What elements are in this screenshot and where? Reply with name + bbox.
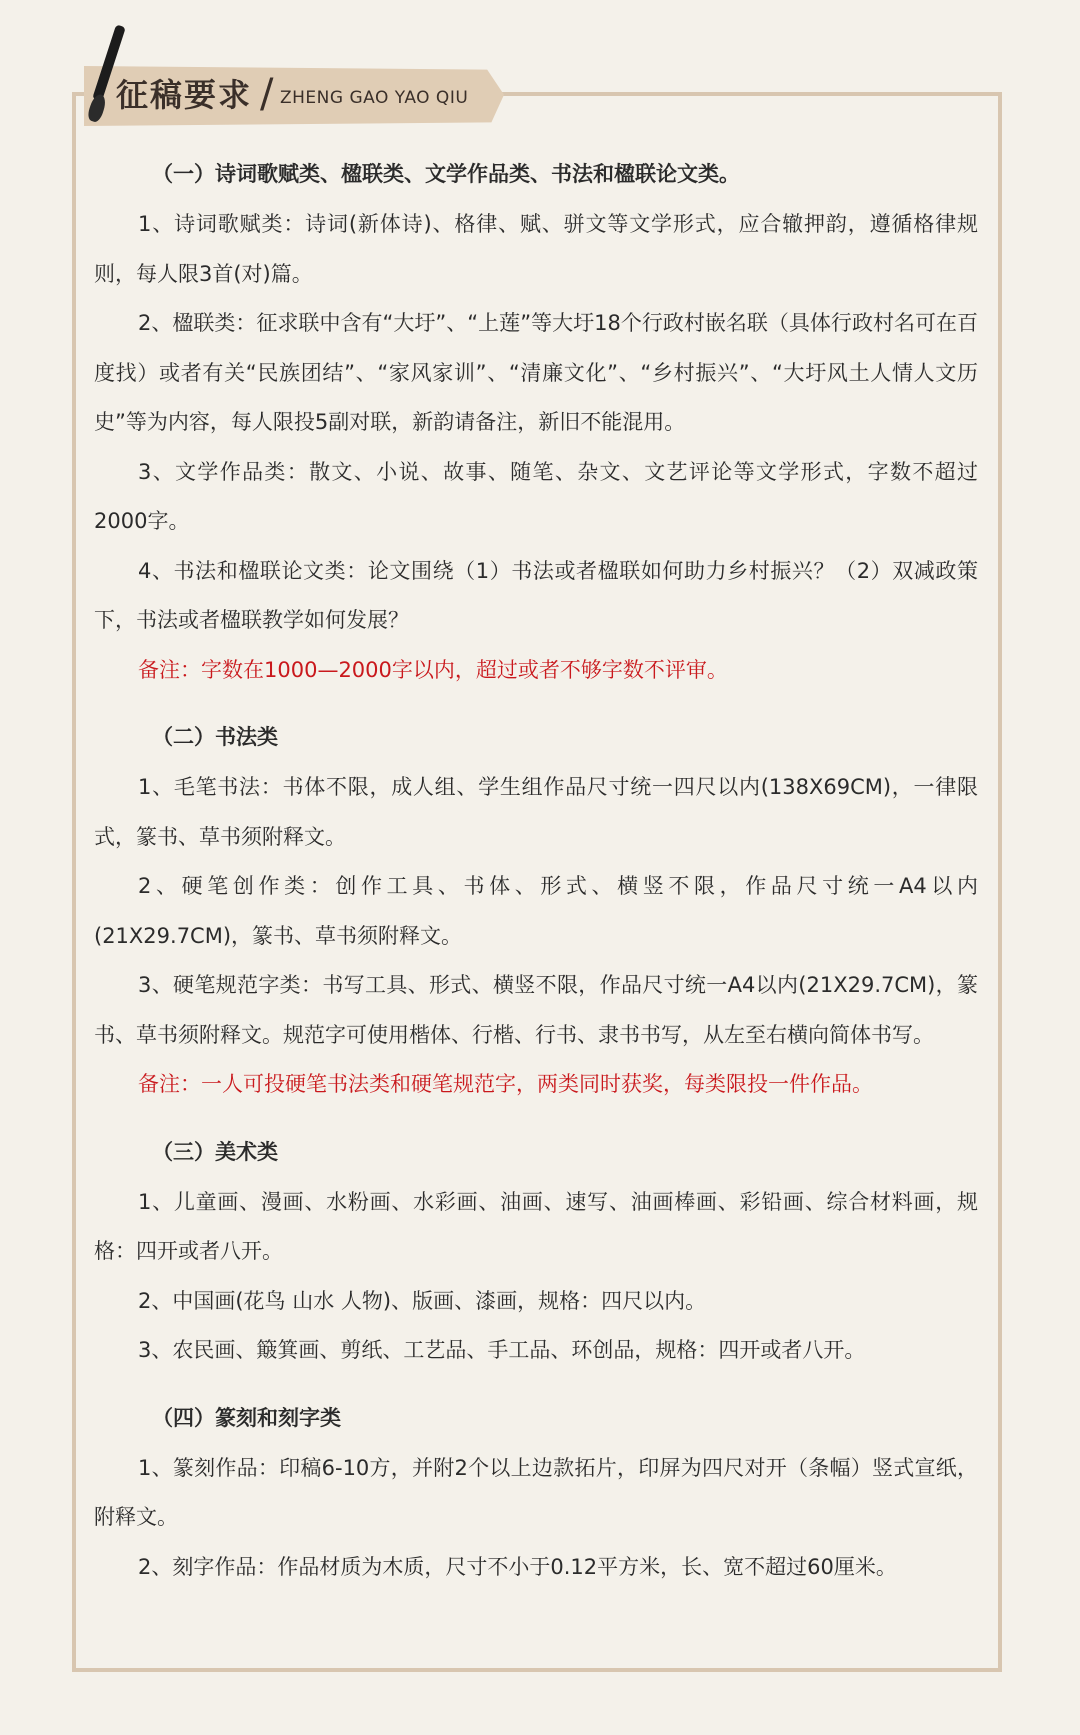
list-item: 3、农民画、簸箕画、剪纸、工艺品、手工品、环创品，规格：四开或者八开。 xyxy=(138,1338,866,1362)
list-item: 1、篆刻作品：印稿6-10方，并附2个以上边款拓片，印屏为四尺对开（条幅）竖式宣纸，附释文。 xyxy=(94,1455,978,1529)
list-item: 1、诗词歌赋类：诗词(新体诗)、格律、赋、骈文等文学形式，应合辙押韵，遵循格律规则，每人限3首(对)篇。 xyxy=(94,212,978,286)
list-item: 3、硬笔规范字类：书写工具、形式、横竖不限，作品尺寸统一A4以内(21X29.7CM)，篆书、草书须附释文。规范字可使用楷体、行楷、行书、隶书书写，从左至右横向简体书写。 xyxy=(94,973,978,1047)
list-item: 2、楹联类：征求联中含有“大圩”、“上莲”等大圩18个行政村嵌名联（具体行政村名可在百度找）或者有关“民族团结”、“家风家训”、“清廉文化”、“乡村振兴”、“大圩风土人情人文历史”等为内容，每人限投5副对联，新韵请备注，新旧不能混用。 xyxy=(94,311,978,434)
title-pinyin: ZHENG GAO YAO QIU xyxy=(280,88,469,108)
section-heading: （一）诗词歌赋类、楹联类、文学作品类、书法和楹联论文类。 xyxy=(152,162,740,186)
section-heading: （二）书法类 xyxy=(152,725,278,749)
page-title: 征稿要求 xyxy=(116,76,253,114)
list-item: 3、文学作品类：散文、小说、故事、随笔、杂文、文艺评论等文学形式，字数不超过2000字。 xyxy=(94,459,978,533)
section-heading: （四）篆刻和刻字类 xyxy=(152,1405,341,1430)
note-text: 备注：一人可投硬笔书法类和硬笔规范字，两类同时获奖，每类限投一件作品。 xyxy=(138,1072,873,1096)
list-item: 2、中国画(花鸟 山水 人物)、版画、漆画，规格：四尺以内。 xyxy=(138,1288,707,1313)
list-item: 1、毛笔书法：书体不限，成人组、学生组作品尺寸统一四尺以内(138X69CM)，一律限式，篆书、草书须附释文。 xyxy=(94,775,978,849)
title-slash: / xyxy=(260,71,274,117)
list-item: 2、刻字作品：作品材质为木质，尺寸不小于0.12平方米，长、宽不超过60厘米。 xyxy=(138,1554,897,1579)
requirements-content xyxy=(94,150,978,1592)
section-heading: （三）美术类 xyxy=(152,1139,278,1164)
list-item: 4、书法和楹联论文类：论文围绕（1）书法或者楹联如何助力乡村振兴？（2）双减政策下，书法或者楹联教学如何发展？ xyxy=(94,558,978,632)
list-item: 1、儿童画、漫画、水粉画、水彩画、油画、速写、油画棒画、彩铅画、综合材料画，规格：四开或者八开。 xyxy=(94,1189,978,1263)
list-item: 2、硬笔创作类：创作工具、书体、形式、横竖不限，作品尺寸统一A4以内(21X29.7CM)，篆书、草书须附释文。 xyxy=(94,874,978,948)
note-text: 备注：字数在1000—2000字以内，超过或者不够字数不评审。 xyxy=(138,657,728,682)
